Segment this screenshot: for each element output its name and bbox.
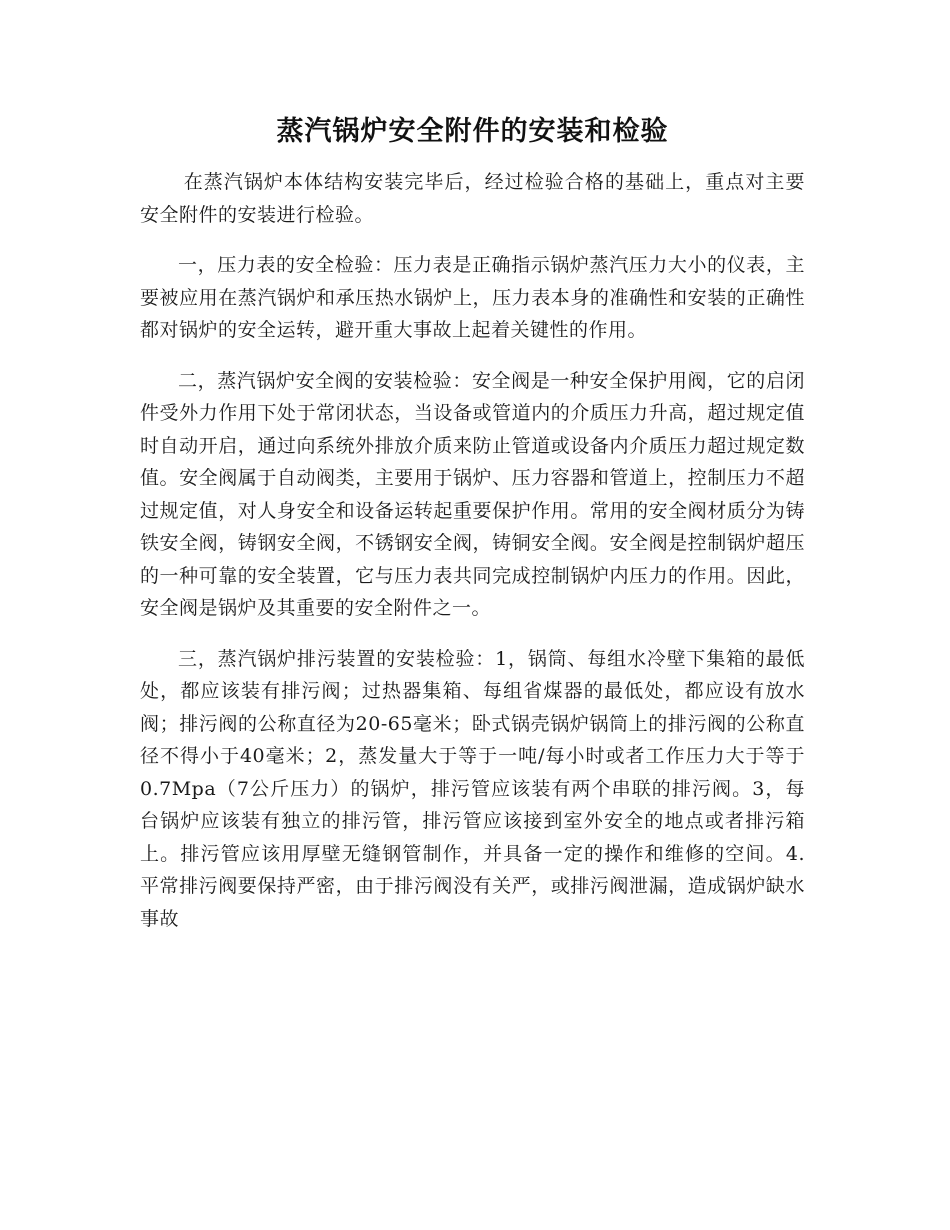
paragraph-pressure-gauge: 一，压力表的安全检验：压力表是正确指示锅炉蒸汽压力大小的仪表，主要被应用在蒸汽锅炉和承压热水锅炉上，压力表本身的准确性和安装的正确性都对锅炉的安全运转，避开重大事故上起着关键性的作用。: [140, 254, 805, 341]
paragraph-blowdown-device: 三，蒸汽锅炉排污装置的安装检验：1，锅筒、每组水冷壁下集箱的最低处，都应该装有排污阀；过热器集箱、每组省煤器的最低处，都应设有放水阀；排污阀的公称直径为20-65毫米；卧式锅壳锅炉锅筒上的排污阀的公称直径不得小于40毫米；2，蒸发量大于等于一吨/每小时或者工作压力大于等于0.7Mpa（7公斤压力）的锅炉，排污管应该装有两个串联的排污阀。3，每台锅炉应该装有独立的排污管，排污管应该接到室外安全的地点或者排污箱上。排污管应该用厚壁无缝钢管制作，并具备一定的操作和维修的空间。4. 平常排污阀要保持严密，由于排污阀没有关严，或排污阀泄漏，造成锅炉缺水事故: [140, 647, 805, 930]
paragraph-intro: 在蒸汽锅炉本体结构安装完毕后，经过检验合格的基础上，重点对主要安全附件的安装进行检验。: [140, 171, 805, 226]
document-title: 蒸汽锅炉安全附件的安装和检验: [276, 116, 669, 147]
document-body: [140, 110, 805, 953]
paragraph-safety-valve: 二，蒸汽锅炉安全阀的安装检验：安全阀是一种安全保护用阀，它的启闭件受外力作用下处于常闭状态，当设备或管道内的介质压力升高，超过规定值时自动开启，通过向系统外排放介质来防止管道或设备内介质压力超过规定数值。安全阀属于自动阀类，主要用于锅炉、压力容器和管道上，控制压力不超过规定值，对人身安全和设备运转起重要保护作用。常用的安全阀材质分为铸铁安全阀，铸钢安全阀，不锈钢安全阀，铸铜安全阀。安全阀是控制锅炉超压的一种可靠的安全装置，它与压力表共同完成控制锅炉内压力的作用。因此，安全阀是锅炉及其重要的安全附件之一。: [140, 369, 805, 619]
